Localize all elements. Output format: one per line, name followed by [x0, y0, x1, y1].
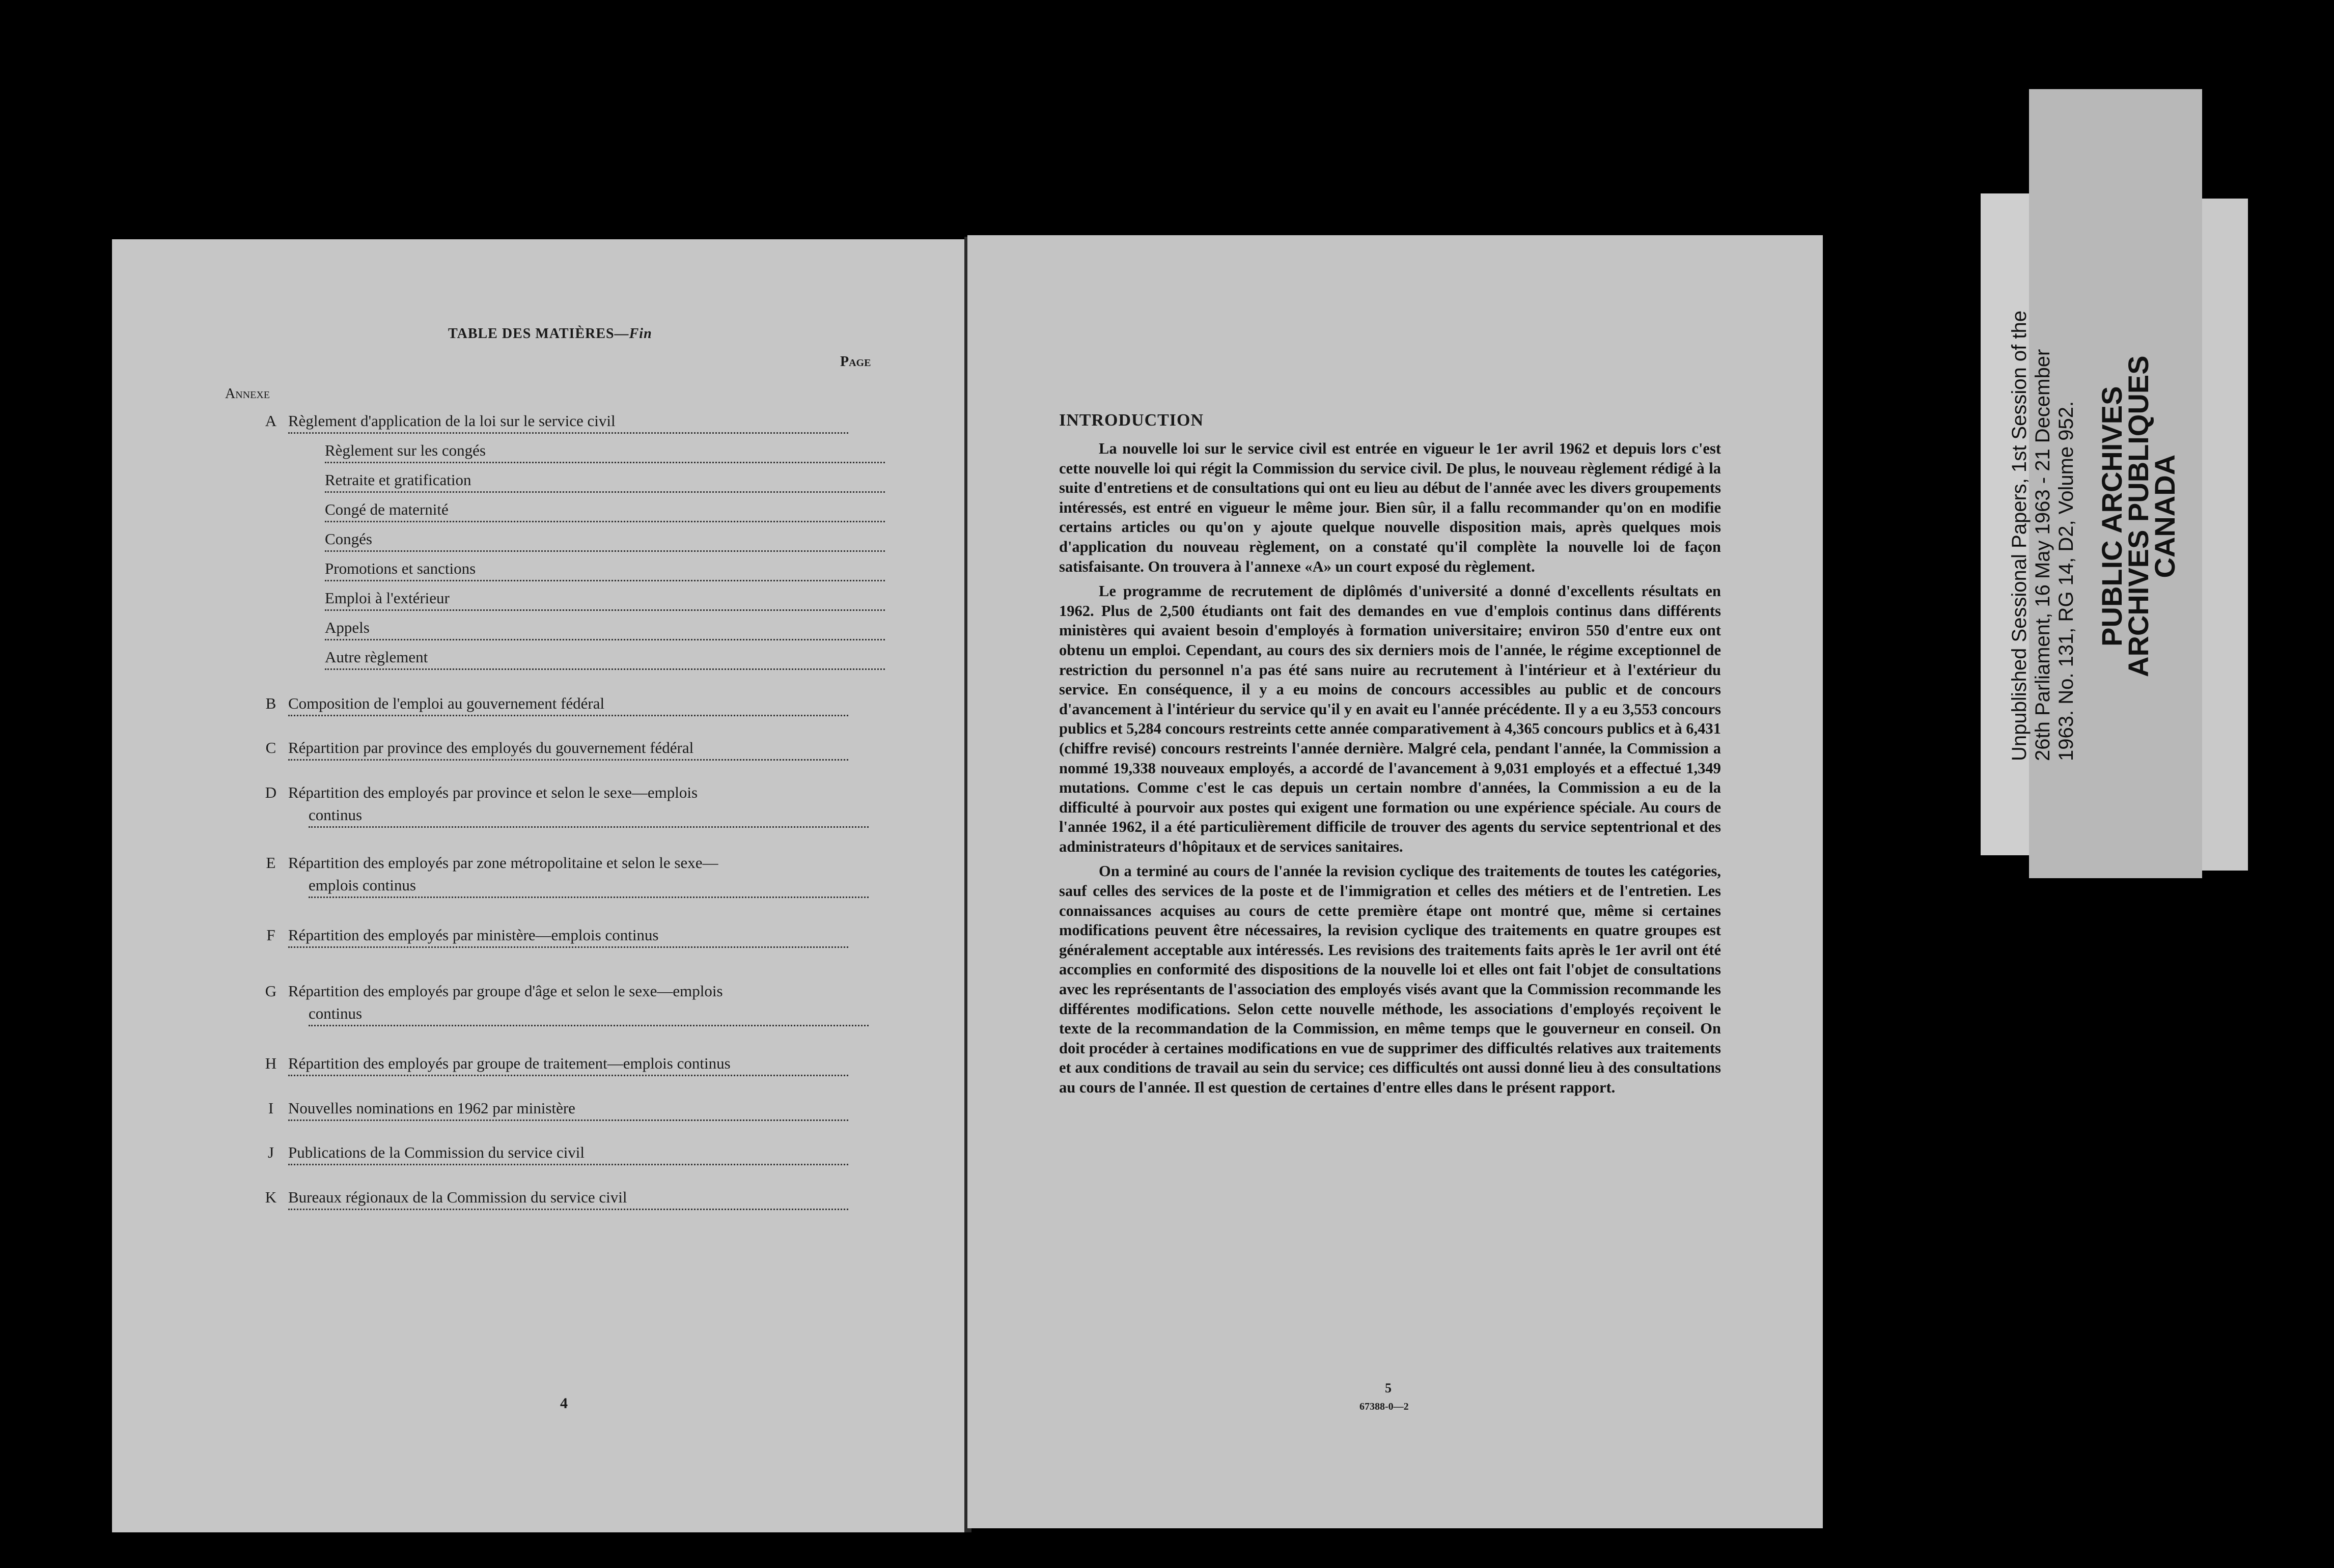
introduction-heading: INTRODUCTION: [1059, 411, 1204, 430]
toc-title-suffix: —Fin: [614, 326, 652, 342]
toc-entry-title: Répartition des employés par ministère—emplois continus: [288, 924, 848, 948]
toc-entry-letter: J: [267, 1143, 274, 1161]
sessional-papers-caption: [2008, 311, 2078, 761]
toc-entry-letter: C: [265, 739, 276, 757]
annexe-header: Annexe: [225, 386, 270, 402]
sessional-line: 1963. No. 131, RG 14, D2, Volume 952.: [2055, 401, 2077, 761]
print-code: 67388-0—2: [1359, 1401, 1409, 1412]
right-page: [967, 235, 1823, 1528]
archives-line: CANADA: [2149, 454, 2181, 578]
toc-entry-letter: E: [266, 854, 276, 872]
toc-entry-title: Emploi à l'extérieur: [325, 587, 885, 611]
toc-entry-title: Répartition des employés par groupe d'âge et selon le sexe—emplois: [288, 982, 723, 1000]
toc-entry-title: Règlement d'application de la loi sur le service civil: [288, 410, 848, 434]
toc-entry-letter: F: [266, 926, 275, 944]
toc-entry-letter: H: [265, 1054, 277, 1072]
toc-entry-title-continuation: emplois continus: [309, 874, 869, 898]
public-archives-stamp: [2096, 355, 2181, 677]
toc-entry-title: Appels: [325, 617, 885, 640]
toc-entry-title: Retraite et gratification: [325, 469, 885, 493]
toc-entry-title: Répartition des employés par province et selon le sexe—emplois: [288, 783, 698, 801]
toc-entry-title: Congé de maternité: [325, 498, 885, 522]
toc-entry-title: Composition de l'emploi au gouvernement fédéral: [288, 692, 848, 716]
sessional-line: 26th Parliament, 16 May 1963 - 21 December: [2032, 349, 2054, 761]
right-folio: 5: [1385, 1381, 1392, 1395]
toc-entry-title: Congés: [325, 528, 885, 552]
introduction-body: [1059, 439, 1721, 1103]
toc-entry-title: Promotions et sanctions: [325, 557, 885, 581]
toc-entry-title: Répartition des employés par zone métropolitaine et selon le sexe—: [288, 854, 718, 872]
toc-entry-title: Publications de la Commission du service civil: [288, 1141, 848, 1165]
page-column-header: Page: [840, 354, 871, 370]
toc-entry-title: Autre règlement: [325, 646, 885, 670]
toc-entry-letter: K: [265, 1188, 277, 1206]
paragraph: On a terminé au cours de l'année la revision cyclique des traitements de toutes les catégories, sauf celles des services de la poste et de l'immigration et celles des métiers et de l'entretien. Les connaissances acquises au cours de cette première étape ont montré que, même si certaines modifications peuvent être nécessaires, la revision cyclique des traitements en quatre groupes est généralement acceptable aux intéressés. Les revisions des traitements faits après le 1er avril ont été accomplies en conformité des dispositions de la nouvelle loi et elles ont fait l'objet de consultations avec les représentants de l'association des employés visés avant que la Commission recommande les différentes modifications. Selon cette nouvelle méthode, les associations d'employés reçoivent le texte de la recommandation de la Commission, en même temps que le gouverneur en conseil. On doit procéder à certaines modifications en vue de supprimer des difficultés relatives aux traitements et aux conditions de travail au sein du service; ces difficultés ont aussi donné lieu à des consultations au cours de l'année. Il est question de certaines d'entre elles dans le présent rapport.: [1059, 862, 1721, 1096]
toc-title: [448, 326, 652, 342]
paragraph: Le programme de recrutement de diplômés d'université a donné d'excellents résultats en 1962. Plus de 2,500 étudiants ont fait des demandes en vue d'emplois continus dans différents ministères qui avaient besoin d'employés à formation universitaire; environ 550 d'entre eux ont obtenu un emploi. Cependant, au cours des six derniers mois de l'année, le régime exceptionnel de restriction du personnel n'a pas été sans nuire au recrutement à l'intérieur et à l'extérieur du service. En conséquence, il y a eu moins de concours accessibles au public et de concours d'avancement à l'intérieur du service qu'il y en avait eu l'année précédente. Il y a eu 3,553 concours publics et 5,284 concours restreints cette année comparativement à 4,365 concours publics et à 6,431 (chiffre revisé) concours restreints l'année dernière. Malgré cela, pendant l'année, la Commission a nommé 19,338 nouveaux employés, a accordé de l'avancement à 9,031 employés et a effectué 1,349 mutations. Comme c'est le cas depuis un certain nombre d'années, la Commission a eu de la difficulté à pourvoir aux postes qui exigent une formation ou une expérience spéciale. Au cours de l'année 1962, il a été particulièrement difficile de trouver des agents du service septentrional et des administrateurs d'hôpitaux et de services sanitaires.: [1059, 582, 1721, 855]
toc-entry-letter: I: [268, 1099, 274, 1117]
left-folio: 4: [560, 1395, 568, 1412]
toc-entry-letter: B: [265, 694, 276, 712]
toc-entry-title: Répartition par province des employés du gouvernement fédéral: [288, 737, 848, 761]
toc-entry-title-continuation: continus: [309, 1002, 869, 1026]
sessional-line: Unpublished Sessional Papers, 1st Session of the: [2008, 311, 2031, 761]
toc-entry-letter: A: [265, 412, 277, 430]
toc-entry-title: Répartition des employés par groupe de traitement—emplois continus: [288, 1052, 848, 1076]
left-page: [112, 239, 967, 1532]
toc-entry-title-continuation: continus: [309, 804, 869, 828]
paragraph: La nouvelle loi sur le service civil est entrée en vigueur le 1er avril 1962 et depuis lors c'est cette nouvelle loi qui régit la Commission du service civil. De plus, le nouveau règlement rédigé à la suite d'entretiens et de consultations qui ont eu lieu au début de l'année avec les divers groupements intéressés, est entré en vigueur le même jour. Bien sûr, il a fallu recommander qu'on en modifie certains articles ou qu'on y ajoute quelque nouvelle disposition mais, après quelques mois d'application du nouveau règlement, on a constaté qu'il complète la nouvelle loi de façon satisfaisante. On trouvera à l'annexe «A» un court exposé du règlement.: [1059, 440, 1721, 575]
toc-title-text: TABLE DES MATIÈRES: [448, 326, 615, 342]
archive-label-right-strip: [2202, 199, 2248, 871]
toc-entry-title: Bureaux régionaux de la Commission du service civil: [288, 1186, 848, 1210]
toc-entry-title: Nouvelles nominations en 1962 par ministère: [288, 1097, 848, 1121]
toc-entry-letter: G: [265, 982, 277, 1000]
toc-entry-letter: D: [265, 783, 277, 801]
archives-line: PUBLIC ARCHIVES: [2096, 386, 2128, 647]
toc-entry-title: Règlement sur les congés: [325, 439, 885, 463]
archives-line: ARCHIVES PUBLIQUES: [2122, 355, 2154, 677]
